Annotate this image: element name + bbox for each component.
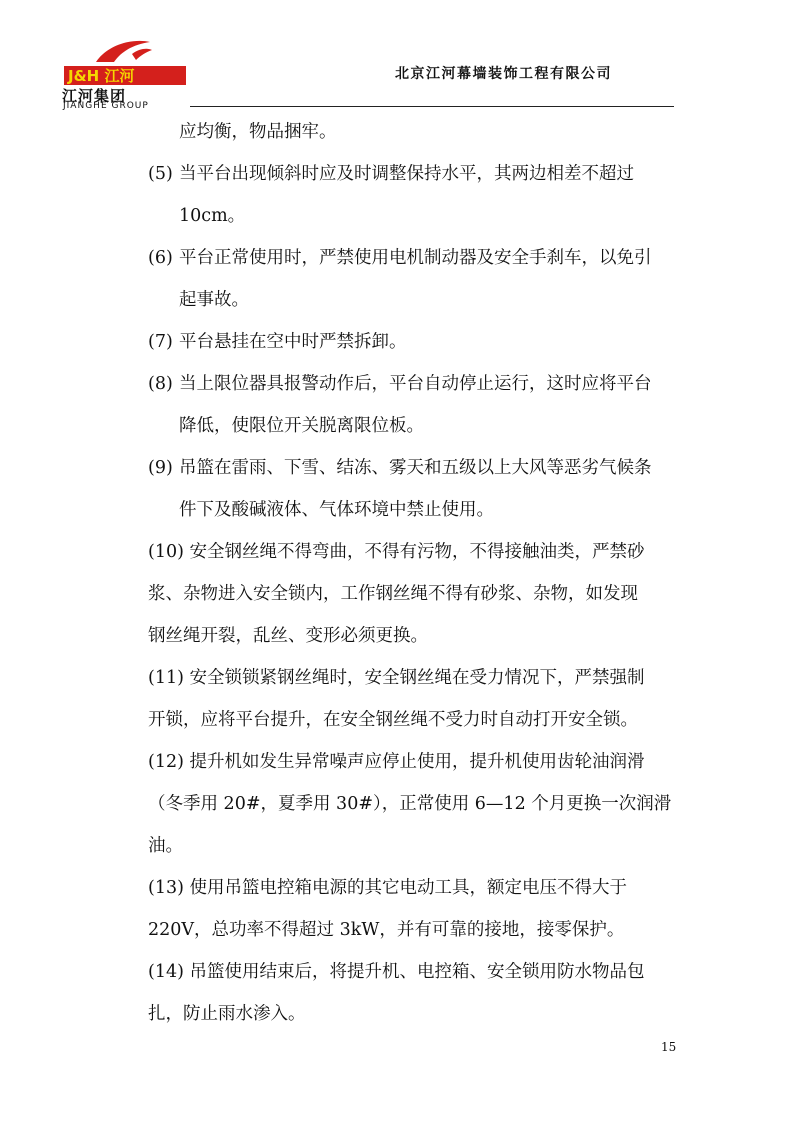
text-line: 件下及酸碱液体、气体环境中禁止使用。: [179, 500, 494, 520]
text-line: (14) 吊篮使用结束后，将提升机、电控箱、安全锁用防水物品包: [148, 962, 645, 982]
text-line: 起事故。: [179, 290, 249, 310]
header-divider: [190, 106, 674, 107]
text-line: 当平台出现倾斜时应及时调整保持水平，其两边相差不超过: [179, 164, 634, 184]
company-name: 北京江河幕墙装饰工程有限公司: [395, 66, 612, 82]
text-line: 浆、杂物进入安全锁内，工作钢丝绳不得有砂浆、杂物，如发现: [148, 584, 638, 604]
page-number: 15: [661, 1040, 677, 1054]
logo-english-name: JIANGHE GROUP: [63, 101, 149, 111]
text-line: (12) 提升机如发生异常噪声应停止使用，提升机使用齿轮油润滑: [148, 752, 645, 772]
item-number: (9): [148, 458, 173, 478]
logo-chinese-name: 江河集团: [62, 87, 127, 105]
text-line: 扎，防止雨水渗入。: [148, 1004, 306, 1024]
text-line: 10cm。: [179, 206, 246, 226]
logo-swoosh-small: [132, 49, 152, 60]
text-line: 钢丝绳开裂，乱丝、变形必须更换。: [148, 626, 428, 646]
text-line: 平台悬挂在空中时严禁拆卸。: [179, 332, 407, 352]
item-number: (5): [148, 164, 173, 184]
text-line: 当上限位器具报警动作后，平台自动停止运行，这时应将平台: [179, 374, 652, 394]
logo-mark-text: J&H 江河: [68, 67, 135, 85]
text-line: (10) 安全钢丝绳不得弯曲，不得有污物，不得接触油类，严禁砂: [148, 542, 645, 562]
text-line: 吊篮在雷雨、下雪、结冻、雾天和五级以上大风等恶劣气候条: [179, 458, 652, 478]
text-line: 开锁，应将平台提升，在安全钢丝绳不受力时自动打开安全锁。: [148, 710, 638, 730]
text-line: 平台正常使用时，严禁使用电机制动器及安全手刹车，以免引: [179, 248, 652, 268]
document-body: [148, 111, 678, 1035]
text-line: (13) 使用吊篮电控箱电源的其它电动工具，额定电压不得大于: [148, 878, 627, 898]
text-line: （冬季用 20#，夏季用 30#），正常使用 6—12 个月更换一次润滑: [148, 794, 672, 814]
item-number: (6): [148, 248, 173, 268]
item-number: (7): [148, 332, 173, 352]
text-line: 降低，使限位开关脱离限位板。: [179, 416, 424, 436]
text-line: 应均衡，物品捆牢。: [179, 122, 337, 142]
item-number: (8): [148, 374, 173, 394]
text-line: 220V，总功率不得超过 3kW，并有可靠的接地，接零保护。: [148, 920, 625, 940]
text-line: (11) 安全锁锁紧钢丝绳时，安全钢丝绳在受力情况下，严禁强制: [148, 668, 645, 688]
text-line: 油。: [148, 836, 183, 856]
